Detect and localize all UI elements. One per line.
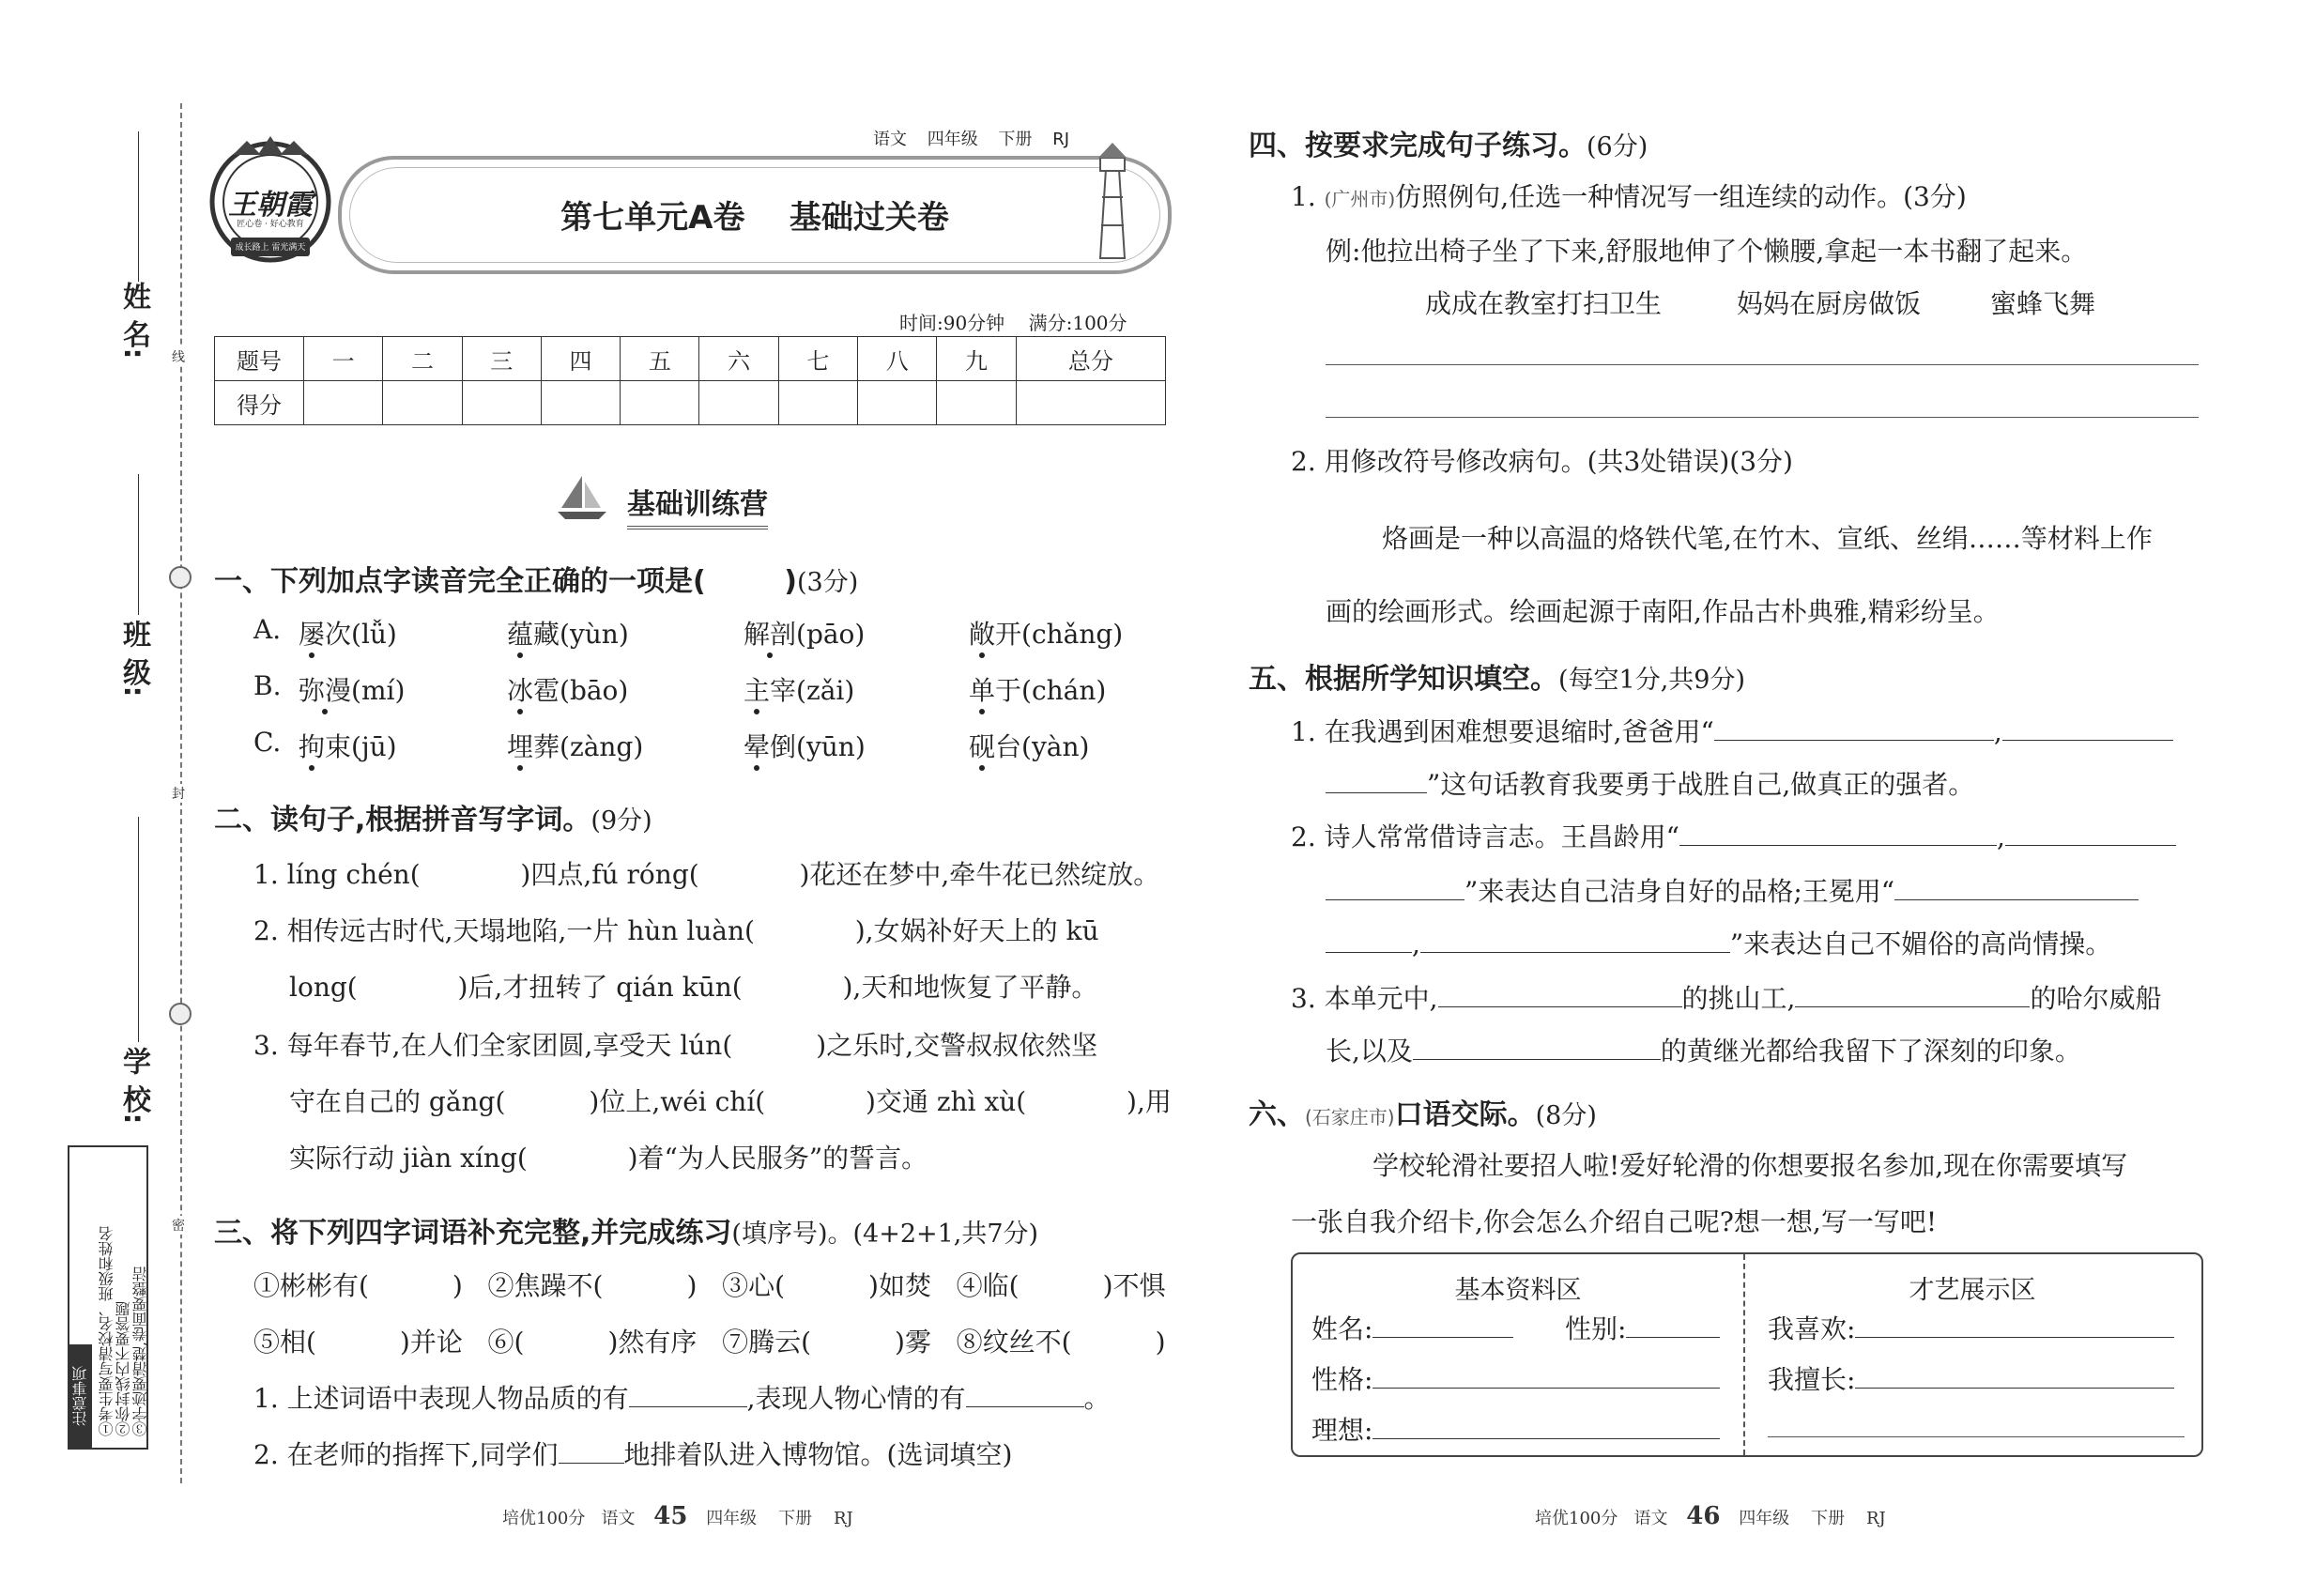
cut-mark-seal: 封 [172, 784, 185, 803]
score-cell: 八 [858, 337, 937, 381]
score-table-score-row [215, 381, 1166, 425]
q6-paragraph-1: 学校轮滑社要招人啦!爱好轮滑的你想要报名参加,现在你需要填写 [1372, 1150, 2128, 1181]
q1-item-rest: 藏(yùn) [533, 619, 629, 650]
q4-title-text: 四、按要求完成句子练习。 [1249, 130, 1587, 162]
q3-answer-blank[interactable] [559, 1438, 624, 1464]
cut-mark-line: 线 [172, 347, 185, 366]
q1-points: (3分) [796, 568, 859, 597]
brand-slogan: 成长路上 雷光满天 [235, 243, 306, 253]
page-number-left: 45 [653, 1502, 688, 1530]
section-banner: 基础训练营 [627, 481, 768, 529]
card-personality-input[interactable] [1372, 1363, 1720, 1389]
q1-item [744, 670, 854, 708]
score-input[interactable] [541, 381, 620, 425]
q5-answer-blank[interactable] [1413, 1035, 1661, 1060]
q1-item [744, 614, 865, 652]
q3-idioms-line-1[interactable]: ①彬彬有( ) ②焦躁不( ) ③心( )如焚 ④临( )不惧 [253, 1270, 1166, 1301]
brand-logo [205, 136, 336, 268]
binding-hole-icon [169, 566, 192, 589]
q3-sub1-c: 。 [1083, 1383, 1111, 1414]
score-cell: 六 [699, 337, 778, 381]
q1-item [969, 670, 1106, 708]
q1-row-b[interactable] [253, 670, 1173, 727]
card-likes-input[interactable] [1855, 1312, 2174, 1338]
score-cell: 四 [541, 337, 620, 381]
dotted-char: 埋 [507, 731, 534, 762]
footer-left [502, 1502, 853, 1530]
score-input[interactable] [462, 381, 541, 425]
q1-item-rest: 次(lǚ) [325, 619, 397, 650]
q1-item-rest: (mí) [351, 675, 406, 706]
q1-item [969, 727, 1089, 764]
q1-item-rest: 宰(zǎi) [770, 675, 855, 706]
q5-s3-line2 [1326, 1031, 2081, 1068]
q6-title-b: 口语交际。 [1394, 1098, 1536, 1131]
card-ideal-input[interactable] [1372, 1414, 1720, 1439]
footer-right-prefix: 培优100分 语文 [1535, 1509, 1668, 1528]
q6-title [1249, 1091, 1597, 1132]
school-label: 学 校: [117, 1047, 150, 1125]
q5-s1b: ”这句话教育我要勇于战胜自己,做真正的强者。 [1427, 769, 1975, 800]
card-personality-label: 性格: [1311, 1364, 1373, 1395]
q5-title-text: 五、根据所学知识填空。 [1249, 663, 1558, 696]
q4-sub2: 2. 用修改符号修改病句。(共3处错误)(3分) [1291, 446, 1793, 477]
card-ideal-field [1311, 1410, 1720, 1448]
card-good-at-label: 我擅长: [1768, 1364, 1856, 1395]
score-cell: 二 [383, 337, 462, 381]
q1-title-text: 一、下列加点字读音完全正确的一项是( ) [214, 565, 797, 598]
q3-answer-blank[interactable] [629, 1382, 747, 1407]
dotted-char: 屡 [299, 619, 326, 650]
q1-item [299, 614, 397, 652]
score-input[interactable] [304, 381, 383, 425]
tag-grade: 四年级 [927, 130, 978, 149]
q5-s3a: 3. 本单元中, [1291, 983, 1438, 1014]
q4-sub1 [1291, 176, 1967, 214]
q3-sub1 [253, 1378, 1111, 1416]
q5-answer-blank[interactable] [1326, 928, 1412, 953]
tag-edition: RJ [1052, 130, 1070, 149]
score-cell: 总分 [1016, 337, 1165, 381]
q3-sub1-b: ,表现人物心情的有 [746, 1383, 966, 1414]
score-input[interactable] [621, 381, 699, 425]
dotted-char: 砚 [969, 731, 996, 762]
q1-option-label: C. [253, 727, 282, 758]
q5-answer-blank[interactable] [2002, 715, 2173, 741]
card-ideal-label: 理想: [1311, 1415, 1373, 1446]
dotted-char: 敞 [969, 619, 996, 650]
q3-sub1-a: 1. 上述词语中表现人物品质的有 [253, 1383, 629, 1414]
tag-subject: 语文 [873, 130, 907, 149]
q5-answer-blank[interactable] [1326, 768, 1427, 793]
q1-item-rest: 雹(bāo) [533, 675, 629, 706]
q2-line-4[interactable]: 3. 每年春节,在人们全家团圆,享受天 lún( )之乐时,交警叔叔依然坚 [253, 1030, 1098, 1061]
footer-right [1535, 1502, 1886, 1530]
score-cell: 三 [462, 337, 541, 381]
q5-title [1249, 655, 1745, 697]
dotted-char: 单 [969, 675, 996, 706]
q2-title [214, 796, 652, 837]
q1-item [299, 670, 405, 708]
q3-sub2 [253, 1435, 1012, 1472]
card-good-at-input[interactable] [1855, 1363, 2174, 1389]
q5-answer-blank[interactable] [2005, 821, 2176, 846]
q1-row-a[interactable] [253, 614, 1173, 670]
q3-sub2-b: 地排着队进入博物馆。(选词填空) [623, 1439, 1013, 1470]
subject-tags [873, 126, 1069, 150]
q5-s2c: ”来表达自己不媚俗的高尚情操。 [1729, 928, 2112, 959]
q4-sub1-num: 1. [1291, 181, 1325, 212]
score-table-header-row [215, 337, 1166, 381]
score-cell: 九 [937, 337, 1016, 381]
q3-title [214, 1209, 1038, 1251]
q5-answer-blank[interactable] [1894, 875, 2139, 900]
dotted-char: 蕴 [507, 619, 534, 650]
school-line[interactable] [138, 817, 139, 1042]
notes-box [68, 1145, 148, 1450]
card-gender-input[interactable] [1626, 1312, 1720, 1338]
dotted-char: 解剖 [744, 619, 797, 650]
q1-item [744, 727, 866, 764]
q2-title-text: 二、读句子,根据拼音写字词。 [214, 804, 591, 836]
card-gender-label: 性别: [1565, 1313, 1627, 1344]
q2-line-3[interactable]: long( )后,才扭转了 qián kūn( ),天和地恢复了平静。 [289, 972, 1098, 1003]
card-extra-line[interactable] [1768, 1436, 2185, 1437]
q5-s3b: 的挑山工, [1681, 983, 1796, 1014]
note-1: ①考生要写清校名、班级和姓名 [98, 1226, 115, 1436]
q1-item-rest: 开(chǎng) [995, 619, 1124, 650]
q4-answer-line-2[interactable] [1326, 417, 2199, 418]
note-2: ②你封线内不要答题 [115, 1301, 132, 1436]
q1-item-rest: 葬(zàng) [533, 731, 644, 762]
self-intro-card [1291, 1252, 2203, 1457]
q4-sub1-text: 仿照例句,任选一种情况写一组连续的动作。(3分) [1395, 181, 1967, 212]
score-table [214, 336, 1166, 425]
page-number-right: 46 [1686, 1502, 1721, 1530]
dotted-char: 弥漫 [299, 675, 352, 706]
footer-left-prefix: 培优100分 语文 [502, 1509, 636, 1528]
card-name-input[interactable] [1372, 1312, 1513, 1338]
lighthouse-icon [1080, 131, 1145, 263]
card-likes-label: 我喜欢: [1768, 1313, 1856, 1344]
card-name-label: 姓名: [1311, 1313, 1373, 1344]
score-row-label: 得分 [215, 381, 304, 425]
score-cell: 五 [621, 337, 699, 381]
card-left-title: 基本资料区 [1454, 1276, 1582, 1305]
q4-option-3: 蜜蜂飞舞 [1990, 288, 2096, 319]
q3-title-note: (填序号) [731, 1220, 828, 1249]
q6-points: (8分) [1535, 1101, 1597, 1130]
q5-s3c: 的哈尔威船 [2030, 983, 2162, 1014]
q1-item-rest: 台(yàn) [995, 731, 1090, 762]
q1-item [507, 670, 628, 708]
q5-answer-blank[interactable] [1326, 875, 1464, 900]
q1-item-rest: 于(chán) [995, 675, 1107, 706]
tag-volume: 下册 [998, 130, 1033, 149]
q4-paragraph-2[interactable]: 画的绘画形式。绘画起源于南阳,作品古朴典雅,精彩纷呈。 [1326, 596, 2000, 627]
q2-line-2[interactable]: 2. 相传远古时代,天塌地陷,一片 hùn luàn( ),女娲补好天上的 kū [253, 915, 1099, 946]
q3-title-text: 三、将下列四字词语补充完整,并完成练习 [214, 1217, 732, 1250]
card-likes-field [1768, 1309, 2174, 1346]
q5-answer-blank[interactable] [1420, 928, 1730, 953]
q5-s3e: 的黄继光都给我留下了深刻的印象。 [1660, 1036, 2081, 1067]
q3-answer-blank[interactable] [966, 1382, 1084, 1407]
q5-s1-line1 [1291, 712, 2173, 749]
dotted-char: 拘 [299, 731, 326, 762]
q2-points: (9分) [590, 806, 652, 836]
q5-s3d: 长,以及 [1326, 1036, 1413, 1067]
q1-item [299, 727, 397, 764]
card-gender-field [1565, 1309, 1720, 1346]
score-input[interactable] [383, 381, 462, 425]
title-banner [338, 156, 1172, 274]
card-personality-field [1311, 1359, 1720, 1397]
q1-item [969, 614, 1123, 652]
score-cell: 一 [304, 337, 383, 381]
class-line[interactable] [138, 474, 139, 615]
footer-left-suffix: 四年级 下册 RJ [706, 1509, 853, 1528]
comma: , [1996, 821, 2005, 852]
q6-title-a: 六、 [1249, 1098, 1305, 1131]
q1-option-label: A. [253, 614, 282, 645]
binding-hole-icon [169, 1003, 192, 1025]
q5-s1a: 1. 在我遇到困难想要退缩时,爸爸用“ [1291, 716, 1714, 747]
sailboat-icon [554, 474, 610, 521]
q5-answer-blank[interactable] [1679, 821, 1997, 846]
q1-row-c[interactable] [253, 727, 1173, 783]
q4-sub1-tag: (广州市) [1324, 188, 1396, 210]
time-info: 时间:90分钟 满分:100分 [899, 312, 1127, 334]
q4-example: 例:他拉出椅子坐了下来,舒服地伸了个懒腰,拿起一本书翻了起来。 [1326, 236, 2088, 267]
q5-s2b: ”来表达自己洁身自好的品格;王冕用“ [1464, 876, 1895, 907]
q3-idioms-line-2[interactable]: ⑤相( )并论 ⑥( )然有序 ⑦腾云( )雾 ⑧纹丝不( ) [253, 1327, 1166, 1358]
cut-mark-secret: 密 [172, 1216, 185, 1235]
note-3: ③字迹要清楚,卷面要整洁 [131, 1266, 149, 1436]
q4-points: (6分) [1587, 132, 1648, 161]
q2-line-6[interactable]: 实际行动 jiàn xíng( )着“为人民服务”的誓言。 [289, 1143, 928, 1174]
notes-title: 注意事项 [69, 1344, 92, 1448]
q5-answer-blank[interactable] [1714, 715, 1994, 741]
score-cell: 题号 [215, 337, 304, 381]
score-input[interactable] [699, 381, 778, 425]
q4-title [1249, 122, 1648, 163]
q5-s3-line1 [1291, 978, 2161, 1016]
brand-name: 王朝霞 [228, 189, 313, 222]
q5-answer-blank[interactable] [1438, 982, 1682, 1007]
name-label: 姓 名: [117, 282, 150, 360]
q4-paragraph-1[interactable]: 烙画是一种以高温的烙铁代笔,在竹木、宣纸、丝绢……等材料上作 [1382, 523, 2153, 554]
q5-s2-line1 [1291, 817, 2176, 854]
q3-points: 。(4+2+1,共7分) [827, 1220, 1039, 1249]
q5-s1-line2 [1326, 764, 1974, 802]
q1-title [214, 558, 858, 599]
q1-item [507, 727, 643, 764]
comma: , [1412, 928, 1420, 959]
dotted-char: 晕 [744, 731, 771, 762]
q2-line-1[interactable]: 1. líng chén( )四点,fú róng( )花还在梦中,牵牛花已然绽放。 [253, 859, 1160, 890]
name-line[interactable] [138, 131, 139, 282]
q5-s2-line2 [1326, 871, 2139, 909]
q4-option-2: 妈妈在厨房做饭 [1737, 288, 1922, 319]
score-input[interactable] [937, 381, 1016, 425]
q6-paragraph-2: 一张自我介绍卡,你会怎么介绍自己呢?想一想,写一写吧! [1291, 1206, 1938, 1237]
q4-answer-line-1[interactable] [1326, 364, 2199, 365]
brand-sub: 匠心卷 · 好心教育 [237, 220, 304, 229]
class-label: 班 级: [117, 620, 150, 698]
q2-line-5[interactable]: 守在自己的 gǎng( )位上,wéi chí( )交通 zhì xù( ),用 [289, 1086, 1172, 1117]
comma: , [1993, 716, 2002, 747]
q5-answer-blank[interactable] [1795, 982, 2030, 1007]
dotted-char: 冰 [507, 675, 534, 706]
q4-option-1: 成成在教室打扫卫生 [1425, 288, 1663, 319]
q5-s2-line3 [1326, 924, 2111, 961]
q1-item-rest: (pāo) [796, 619, 866, 650]
q1-item [507, 614, 629, 652]
dotted-char: 主 [744, 675, 771, 706]
q5-s2a: 2. 诗人常常借诗言志。王昌龄用“ [1291, 821, 1679, 852]
footer-right-suffix: 四年级 下册 RJ [1739, 1509, 1886, 1528]
q3-sub2-a: 2. 在老师的指挥下,同学们 [253, 1439, 559, 1470]
q1-option-label: B. [253, 670, 282, 701]
score-input[interactable] [778, 381, 857, 425]
page-title: 第七单元A卷 基础过关卷 [560, 199, 949, 237]
q1-item-rest: 倒(yūn) [770, 731, 866, 762]
q1-item-rest: 束(jū) [325, 731, 397, 762]
card-good-at-field [1768, 1359, 2174, 1397]
card-name-field [1311, 1309, 1513, 1346]
score-cell: 七 [778, 337, 857, 381]
card-right-title: 才艺展示区 [1909, 1276, 2036, 1305]
q1-options[interactable] [253, 614, 1173, 783]
q5-points: (每空1分,共9分) [1558, 666, 1746, 695]
score-input[interactable] [858, 381, 937, 425]
score-input[interactable] [1016, 381, 1165, 425]
q6-tag: (石家庄市) [1305, 1106, 1395, 1128]
